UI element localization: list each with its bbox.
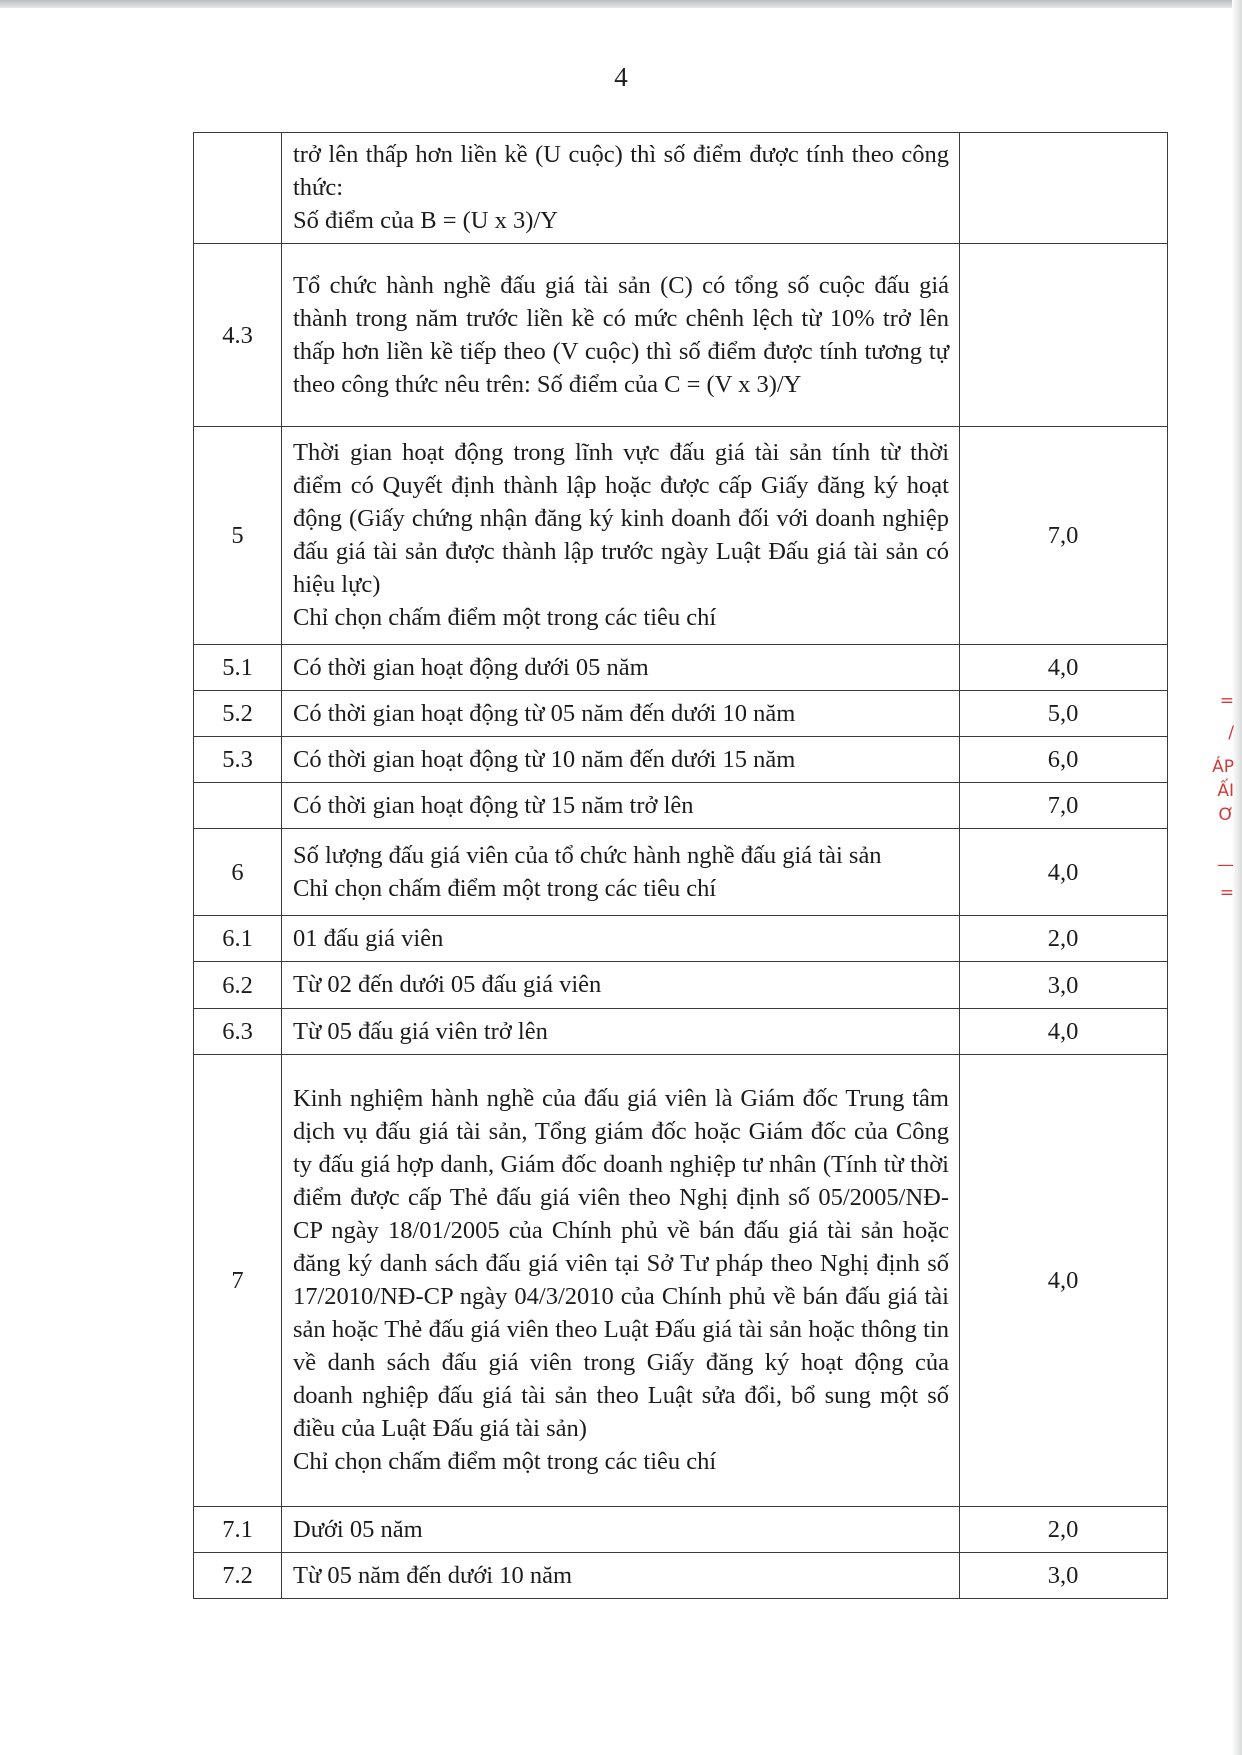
criteria-score (960, 133, 1168, 244)
scan-top-edge (0, 0, 1242, 8)
criteria-score: 2,0 (960, 916, 1168, 962)
criteria-line: Có thời gian hoạt động từ 10 năm đến dưới 15 năm (293, 745, 796, 773)
criteria-number: 7.2 (194, 1553, 282, 1599)
criteria-row (194, 1055, 1168, 1507)
criteria-score: 7,0 (960, 427, 1168, 645)
criteria-line: Dưới 05 năm (293, 1515, 423, 1543)
criteria-description (282, 829, 960, 916)
criteria-row (194, 1009, 1168, 1055)
criteria-score: 5,0 (960, 691, 1168, 737)
criteria-number (194, 783, 282, 829)
criteria-number: 5 (194, 427, 282, 645)
criteria-score: 4,0 (960, 1009, 1168, 1055)
criteria-score: 3,0 (960, 962, 1168, 1009)
criteria-line: Số điểm của B = (U x 3)/Y (293, 207, 558, 234)
criteria-line: Thời gian hoạt động trong lĩnh vực đấu giá tài sản tính từ thời điểm có Quyết định thành lập hoặc được cấp Giấy đăng ký hoạt động (Giấy chứng nhận đăng ký kinh doanh đối với doanh nghiệp đấu giá tài sản được thành lập trước ngày Luật Đấu giá tài sản có hiệu lực) (293, 439, 949, 598)
criteria-score: 4,0 (960, 829, 1168, 916)
criteria-number: 5.3 (194, 737, 282, 783)
criteria-number: 6.2 (194, 962, 282, 1009)
criteria-number: 6.1 (194, 916, 282, 962)
criteria-number: 4.3 (194, 244, 282, 427)
criteria-line: Chỉ chọn chấm điểm một trong các tiêu chí (293, 874, 717, 902)
stamp-fragment: / (1228, 723, 1234, 743)
criteria-number: 7 (194, 1055, 282, 1507)
criteria-description (282, 783, 960, 829)
criteria-line: Kinh nghiệm hành nghề của đấu giá viên là Giám đốc Trung tâm dịch vụ đấu giá tài sản, Tổng giám đốc hoặc Giám đốc của Công ty đấu giá hợp danh, Giám đốc doanh nghiệp tư nhân (Tính từ thời điểm được cấp Thẻ đấu giá viên theo Nghị định số 05/2005/NĐ-CP ngày 18/01/2005 của Chính phủ về bán đấu giá tài sản hoặc đăng ký danh sách đấu giá viên tại Sở Tư pháp theo Nghị định số 17/2010/NĐ-CP ngày 04/3/2010 của Chính phủ về bán đấu giá tài sản hoặc Thẻ đấu giá viên theo Luật Đấu giá tài sản hoặc thông tin về danh sách đấu giá viên trong Giấy đăng ký hoạt động của doanh nghiệp đấu giá tài sản theo Luật sửa đổi, bổ sung một số điều của Luật Đấu giá tài sản) (293, 1085, 949, 1442)
stamp-fragment: ÁP (1212, 757, 1234, 777)
criteria-score: 4,0 (960, 645, 1168, 691)
criteria-line: Từ 02 đến dưới 05 đấu giá viên (293, 971, 602, 998)
criteria-description (282, 427, 960, 645)
scan-right-edge (1232, 0, 1242, 1755)
criteria-line: Chỉ chọn chấm điểm một trong các tiêu chí (293, 1448, 717, 1475)
criteria-line: 01 đấu giá viên (293, 924, 444, 952)
criteria-line: Có thời gian hoạt động từ 15 năm trở lên (293, 791, 694, 819)
criteria-description (282, 133, 960, 244)
criteria-number: 6 (194, 829, 282, 916)
criteria-description (282, 916, 960, 962)
criteria-line: Có thời gian hoạt động từ 05 năm đến dưới 10 năm (293, 699, 796, 727)
criteria-row (194, 1553, 1168, 1599)
criteria-row (194, 427, 1168, 645)
criteria-row (194, 783, 1168, 829)
criteria-row (194, 645, 1168, 691)
criteria-number: 6.3 (194, 1009, 282, 1055)
criteria-row (194, 829, 1168, 916)
criteria-description (282, 1507, 960, 1553)
stamp-fragment: ẤI (1217, 781, 1234, 801)
criteria-description (282, 1009, 960, 1055)
criteria-row (194, 244, 1168, 427)
criteria-description (282, 244, 960, 427)
criteria-line: Từ 05 đấu giá viên trở lên (293, 1017, 548, 1045)
criteria-line: Từ 05 năm đến dưới 10 năm (293, 1561, 573, 1589)
criteria-line: Chỉ chọn chấm điểm một trong các tiêu chí (293, 604, 717, 631)
criteria-line: Số lượng đấu giá viên của tổ chức hành nghề đấu giá tài sản (293, 841, 882, 869)
criteria-line: Có thời gian hoạt động dưới 05 năm (293, 653, 649, 681)
criteria-row (194, 916, 1168, 962)
criteria-number: 5.2 (194, 691, 282, 737)
criteria-description (282, 737, 960, 783)
criteria-line: trở lên thấp hơn liền kề (U cuộc) thì số điểm được tính theo công thức: (293, 141, 949, 201)
criteria-description (282, 1553, 960, 1599)
criteria-row (194, 1507, 1168, 1553)
criteria-row (194, 691, 1168, 737)
criteria-description (282, 645, 960, 691)
criteria-score: 2,0 (960, 1507, 1168, 1553)
criteria-score: 6,0 (960, 737, 1168, 783)
criteria-number: 5.1 (194, 645, 282, 691)
criteria-table-body (194, 133, 1168, 1599)
criteria-score (960, 244, 1168, 427)
stamp-fragment: — (1217, 855, 1234, 875)
criteria-number (194, 133, 282, 244)
stamp-fragment: Ơ (1218, 805, 1234, 825)
stamp-fragment: = (1219, 691, 1234, 711)
criteria-score: 7,0 (960, 783, 1168, 829)
criteria-score: 4,0 (960, 1055, 1168, 1507)
criteria-score: 3,0 (960, 1553, 1168, 1599)
criteria-description (282, 1055, 960, 1507)
page-number: 4 (614, 62, 628, 92)
criteria-line: Tổ chức hành nghề đấu giá tài sản (C) có tổng số cuộc đấu giá thành trong năm trước liền kề có mức chênh lệch từ 10% trở lên thấp hơn liền kề tiếp theo (V cuộc) thì số điểm được tính tương tự theo công thức nêu trên: Số điểm của C = (V x 3)/Y (293, 271, 949, 398)
criteria-number: 7.1 (194, 1507, 282, 1553)
criteria-description (282, 691, 960, 737)
scoring-criteria-table (193, 132, 1168, 1599)
criteria-row (194, 962, 1168, 1009)
stamp-fragment: = (1219, 883, 1234, 903)
criteria-row (194, 737, 1168, 783)
criteria-row (194, 133, 1168, 244)
criteria-description (282, 962, 960, 1009)
